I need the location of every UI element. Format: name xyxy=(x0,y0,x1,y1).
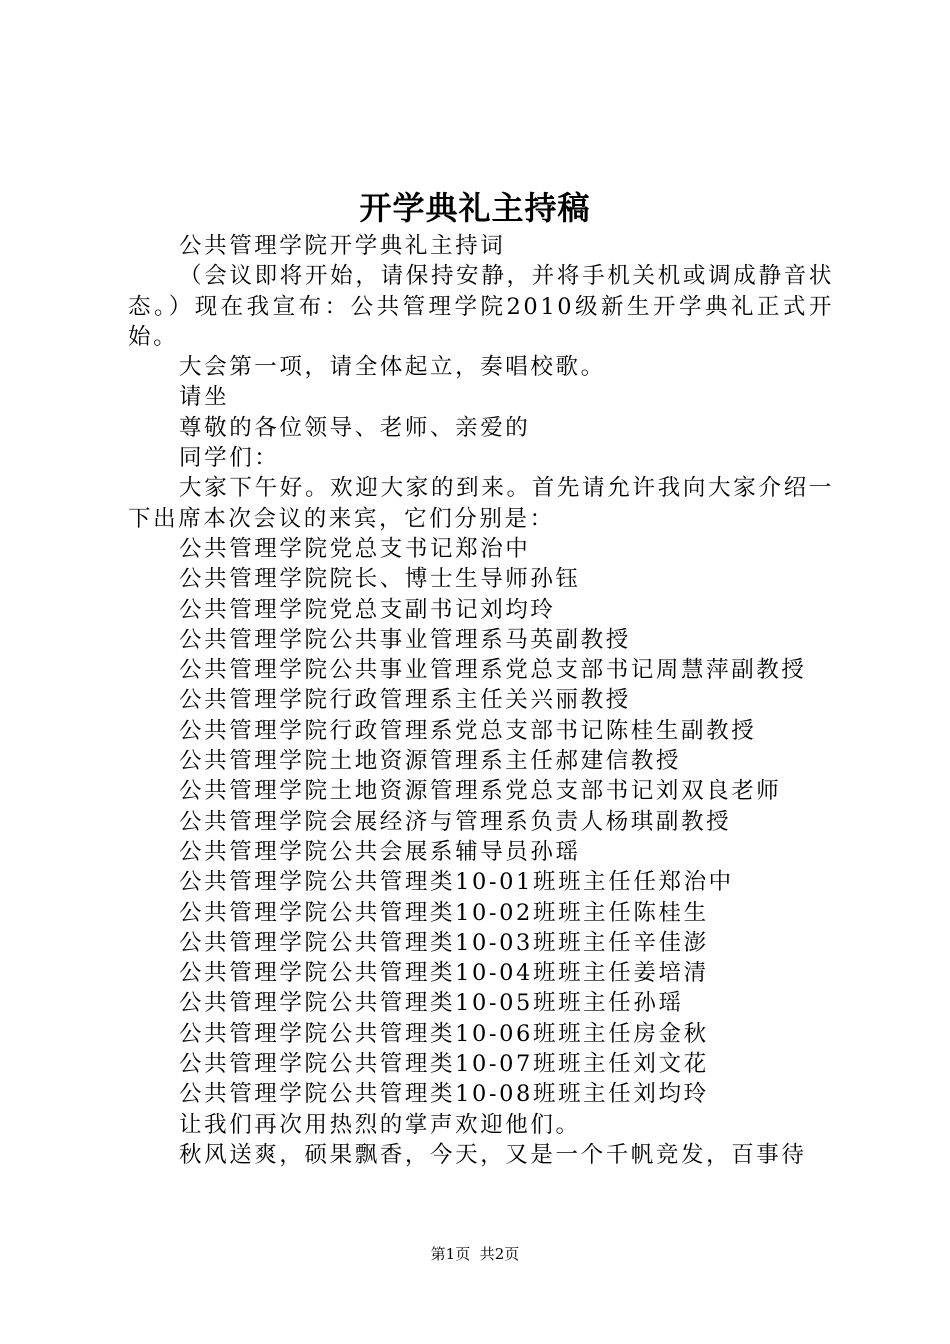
page-footer xyxy=(0,1243,950,1265)
guest-list-item: 公共管理学院公共会展系辅导员孙瑶 xyxy=(179,838,581,865)
paragraph: 尊敬的各位领导、老师、亲爱的 xyxy=(179,414,531,441)
guest-list-item: 公共管理学院公共管理类10-01班班主任任郑治中 xyxy=(179,869,734,896)
guest-list-item: 公共管理学院公共管理类10-02班班主任陈桂生 xyxy=(179,899,709,926)
document-title: 开学典礼主持稿 xyxy=(359,189,591,227)
document-body xyxy=(128,231,834,1170)
guest-list-item: 公共管理学院党总支副书记刘均玲 xyxy=(179,596,556,623)
guest-list-item: 公共管理学院土地资源管理系党总支部书记刘双良老师 xyxy=(179,778,782,805)
guest-list-item: 公共管理学院公共管理类10-08班班主任刘均玲 xyxy=(179,1081,709,1108)
paragraph: 大会第一项，请全体起立，奏唱校歌。 xyxy=(179,354,606,381)
paragraph: 让我们再次用热烈的掌声欢迎他们。 xyxy=(179,1111,581,1138)
guest-list-item: 公共管理学院会展经济与管理系负责人杨琪副教授 xyxy=(179,808,732,835)
page-number: 第1页 xyxy=(430,1245,471,1263)
guest-list-item: 公共管理学院公共管理类10-05班班主任孙瑶 xyxy=(179,990,684,1017)
guest-list-item: 公共管理学院土地资源管理系主任郝建信教授 xyxy=(179,748,682,775)
guest-list-item: 公共管理学院院长、博士生导师孙钰 xyxy=(179,566,581,593)
paragraph: 大家下午好。欢迎大家的到来。首先请允许我向大家介绍一下出席本次会议的来宾，它们分别是： xyxy=(128,475,834,532)
guest-list-item: 公共管理学院公共事业管理系党总支部书记周慧萍副教授 xyxy=(179,657,807,684)
guest-list-item: 公共管理学院公共事业管理系马英副教授 xyxy=(179,626,631,653)
guest-list-item: 公共管理学院公共管理类10-06班班主任房金秋 xyxy=(179,1020,709,1047)
guest-list-item: 公共管理学院公共管理类10-07班班主任刘文花 xyxy=(179,1051,709,1078)
guest-list-item: 公共管理学院党总支书记郑治中 xyxy=(179,535,531,562)
paragraph: （会议即将开始，请保持安静，并将手机关机或调成静音状态。）现在我宣布：公共管理学院2010级新生开学典礼正式开始。 xyxy=(128,263,834,350)
paragraph: 秋风送爽，硕果飘香，今天，又是一个千帆竞发，百事待 xyxy=(179,1141,807,1168)
guest-list-item: 公共管理学院公共管理类10-03班班主任辛佳澎 xyxy=(179,929,709,956)
paragraph: 请坐 xyxy=(179,384,230,411)
guest-list-item: 公共管理学院行政管理系党总支部书记陈桂生副教授 xyxy=(179,717,757,744)
guest-list-item: 公共管理学院行政管理系主任关兴丽教授 xyxy=(179,687,631,714)
guest-list-item: 公共管理学院公共管理类10-04班班主任姜培清 xyxy=(179,960,709,987)
page-total: 共2页 xyxy=(479,1245,520,1263)
paragraph: 同学们： xyxy=(179,445,280,472)
paragraph: 公共管理学院开学典礼主持词 xyxy=(179,233,506,259)
